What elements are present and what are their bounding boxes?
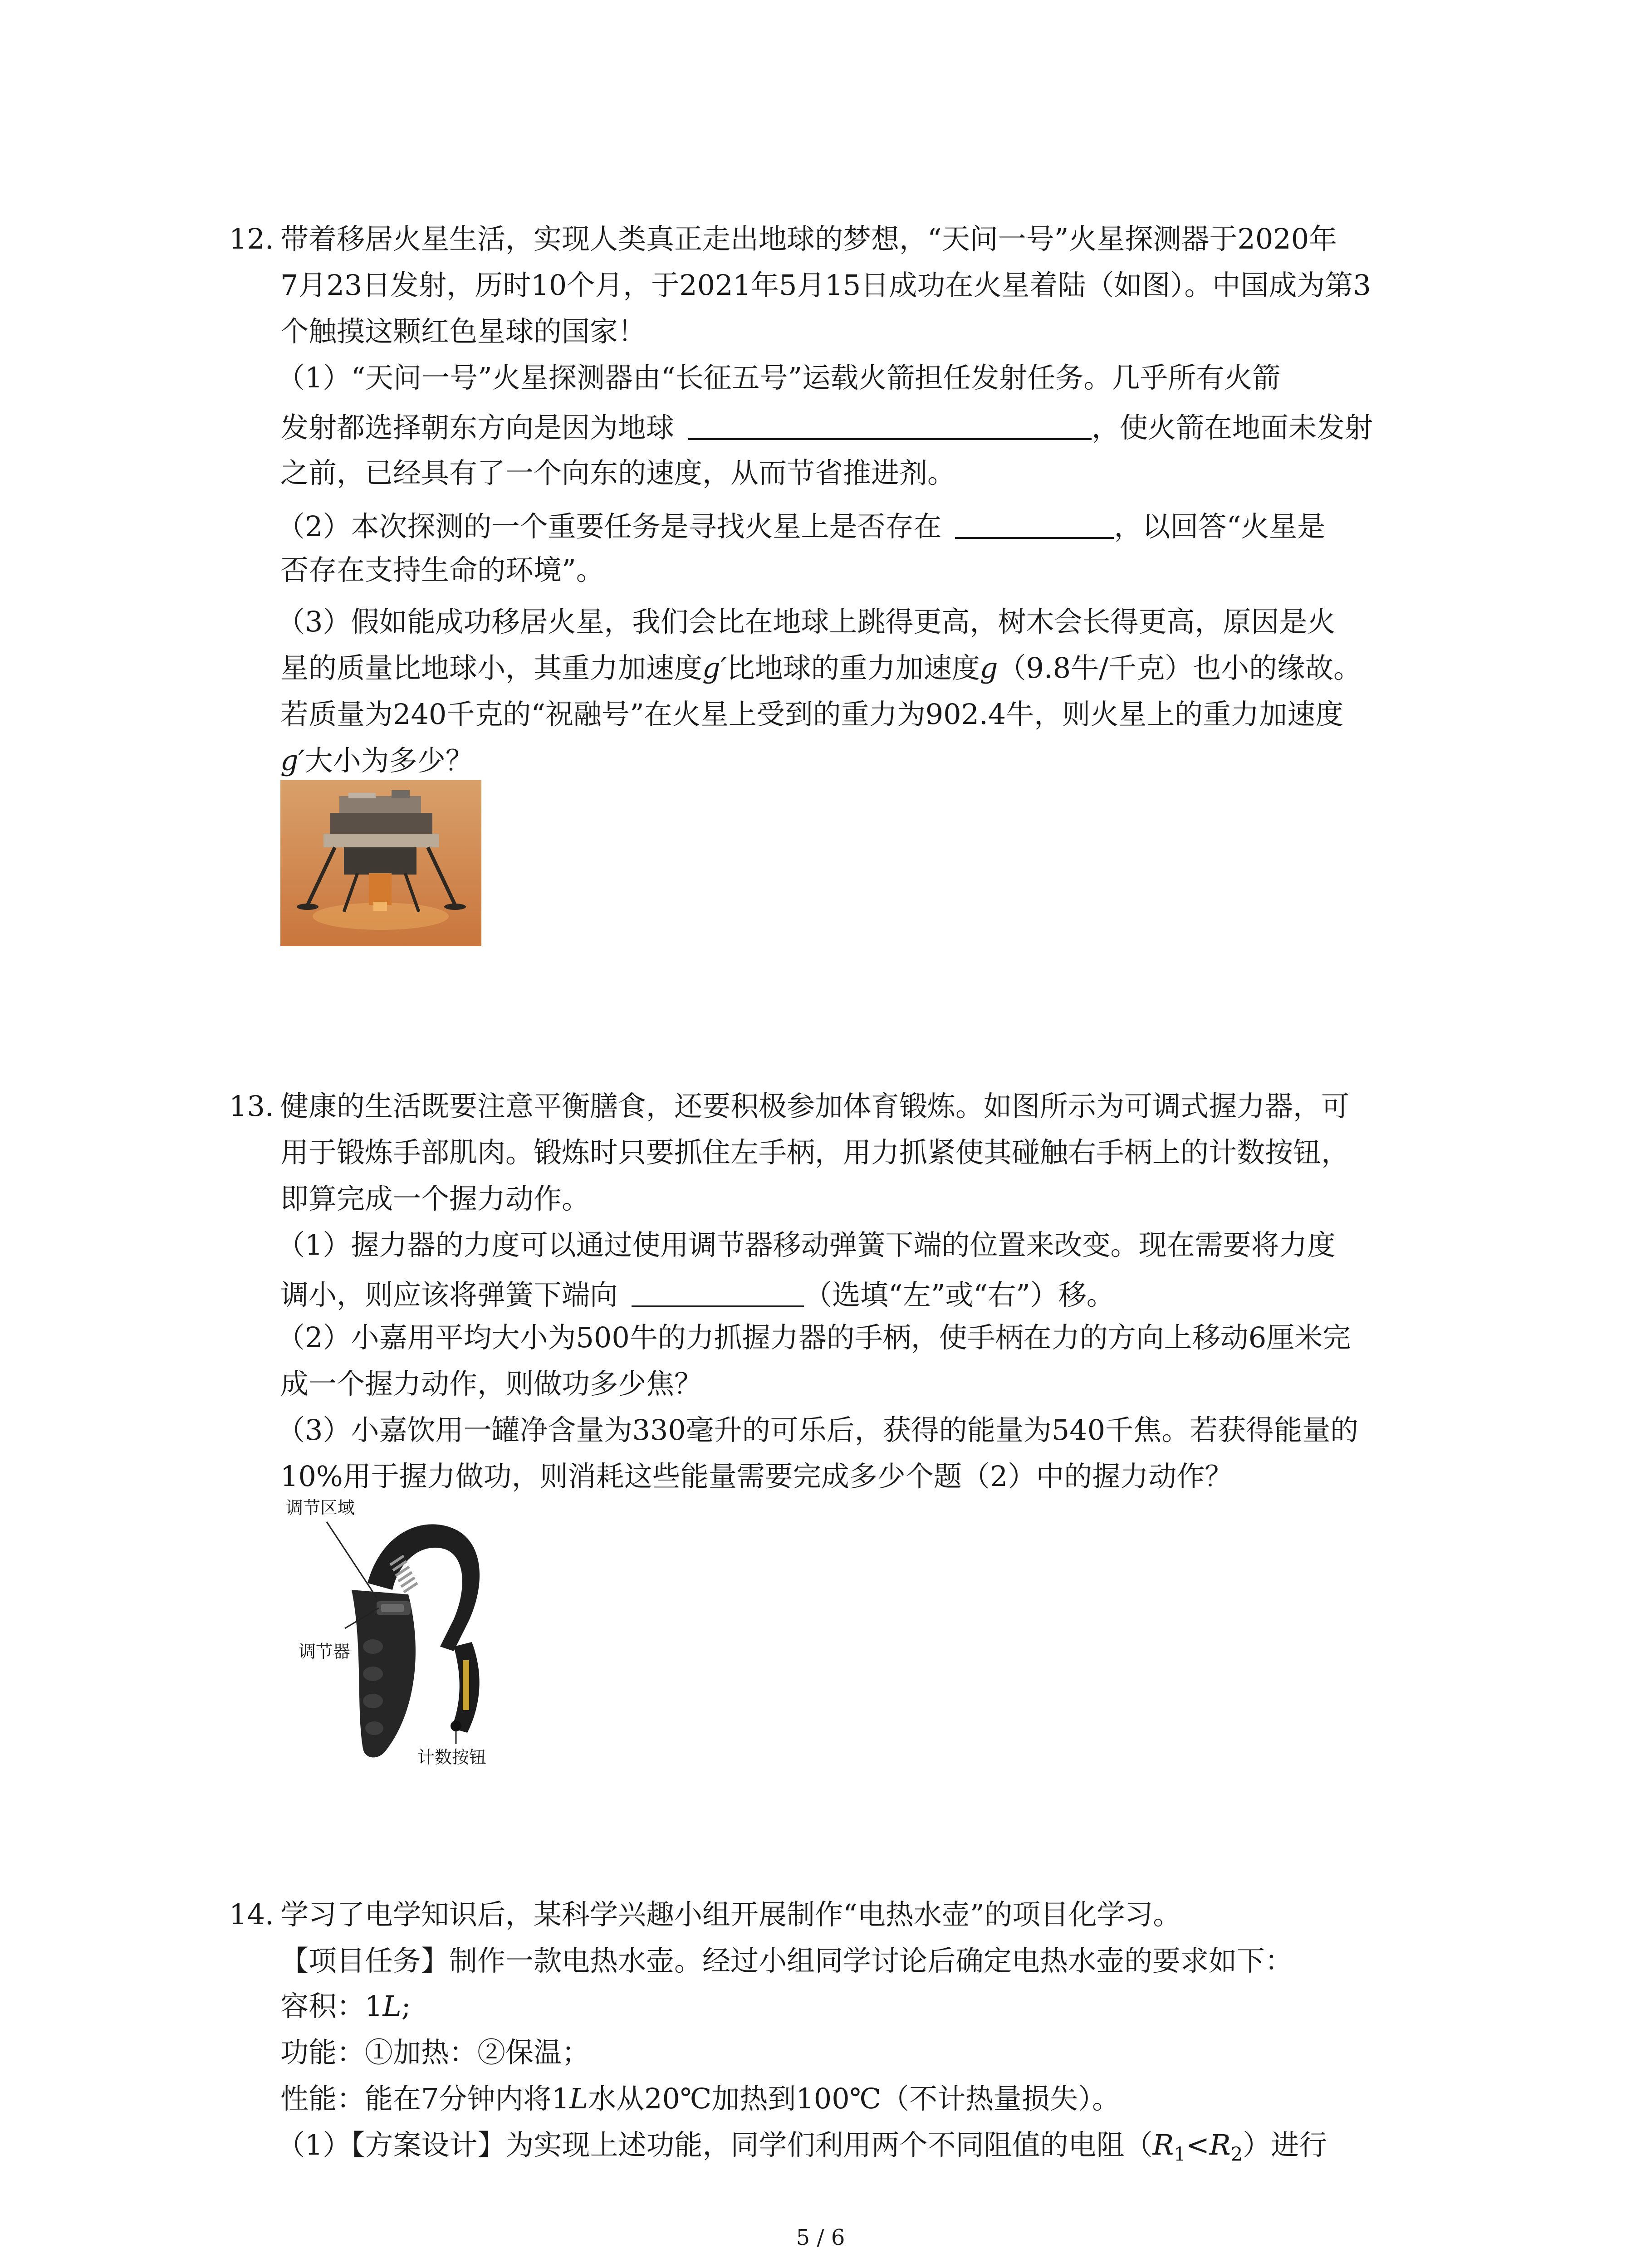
q13-line-1: 健康的生活既要注意平衡膳食，还要积极参加体育锻炼。如图所示为可调式握力器，可 bbox=[280, 1090, 1350, 1123]
q12-part3-text-a: 星的质量比地球小，其重力加速度 bbox=[280, 651, 703, 684]
page-number: 5 / 6 bbox=[796, 2225, 845, 2250]
q14-capacity-end: ; bbox=[401, 1989, 411, 2023]
q14-line-3 bbox=[280, 1989, 411, 2023]
q13-part1-text-b: （选填“左”或“右”）移。 bbox=[804, 1278, 1115, 1311]
q14-line-6 bbox=[277, 2128, 1327, 2165]
question-12-number: 12. bbox=[229, 222, 274, 255]
label-adjust-region: 调节区域 bbox=[286, 1498, 355, 1518]
symbol-R1: R bbox=[1152, 2128, 1174, 2161]
q14-performance-text-a: 性能：能在7分钟内将1 bbox=[280, 2082, 569, 2115]
q12-part2-text-a: （2）本次探测的一个重要任务是寻找火星上是否存在 bbox=[277, 510, 942, 543]
q12-line-2: 7月23日发射，历时10个月，于2021年5月15日成功在火星着陆（如图）。中国成为第3 bbox=[280, 269, 1371, 302]
question-13-number: 13. bbox=[229, 1090, 274, 1123]
symbol-g-prime: g′ bbox=[702, 651, 727, 684]
unit-L: L bbox=[569, 2082, 588, 2115]
q12-part2-answer-blank[interactable] bbox=[955, 510, 1114, 539]
symbol-g: g bbox=[980, 651, 998, 684]
label-counter-button: 计数按钮 bbox=[417, 1747, 487, 1767]
q12-part1-answer-blank[interactable] bbox=[688, 411, 1092, 440]
q12-part3-text-d: 大小为多少？ bbox=[304, 744, 474, 777]
q13-part2-line-2: 成一个握力动作，则做功多少焦？ bbox=[280, 1367, 703, 1400]
symbol-R2: R bbox=[1209, 2128, 1231, 2161]
mars-lander-image bbox=[280, 780, 481, 946]
q12-part3-line-3: 若质量为240千克的“祝融号”在火星上受到的重力为902.4牛，则火星上的重力加速度 bbox=[280, 698, 1344, 731]
q12-part1-line-1: （1）“天问一号”火星探测器由“长征五号”运载火箭担任发射任务。几乎所有火箭 bbox=[277, 361, 1281, 394]
symbol-g-prime: g′ bbox=[280, 744, 305, 777]
q12-part3-line-2 bbox=[280, 651, 1362, 684]
hand-gripper-image bbox=[272, 1497, 526, 1778]
q13-part1-line-1: （1）握力器的力度可以通过使用调节器移动弹簧下端的位置来改变。现在需要将力度 bbox=[277, 1228, 1336, 1261]
q13-part1-line-2 bbox=[280, 1278, 1115, 1309]
q14-line-4: 功能：①加热：②保温； bbox=[280, 2036, 590, 2069]
subscript-2: 2 bbox=[1230, 2143, 1243, 2165]
q12-part1-line-2 bbox=[280, 411, 1373, 442]
q14-line-1: 学习了电学知识后，某科学兴趣小组开展制作“电热水壶”的项目化学习。 bbox=[280, 1898, 1181, 1931]
q13-part3-line-2: 10%用于握力做功，则消耗这些能量需要完成多少个题（2）中的握力动作？ bbox=[280, 1460, 1233, 1493]
q12-part3-text-c: （9.8牛/千克）也小的缘故。 bbox=[998, 651, 1362, 684]
label-adjuster: 调节器 bbox=[299, 1642, 351, 1662]
q12-line-1: 带着移居火星生活，实现人类真正走出地球的梦想，“天问一号”火星探测器于2020年 bbox=[280, 222, 1337, 255]
q14-line-2: 【项目任务】制作一款电热水壶。经过小组同学讨论后确定电热水壶的要求如下： bbox=[280, 1944, 1293, 1977]
q13-line-2: 用于锻炼手部肌肉。锻炼时只要抓住左手柄，用力抓紧使其碰触右手柄上的计数按钮， bbox=[280, 1136, 1350, 1169]
q13-line-3: 即算完成一个握力动作。 bbox=[280, 1182, 590, 1215]
q12-part1-text-b: ，使火箭在地面未发射 bbox=[1092, 411, 1373, 444]
q12-part1-text-a: 发射都选择朝东方向是因为地球 bbox=[280, 411, 675, 444]
q14-design-text-a: （1）【方案设计】为实现上述功能，同学们利用两个不同阻值的电阻（ bbox=[277, 2128, 1153, 2161]
q12-part3-line-4 bbox=[280, 744, 474, 777]
unit-L: L bbox=[382, 1989, 402, 2023]
q13-part2-line-1: （2）小嘉用平均大小为500牛的力抓握力器的手柄，使手柄在力的方向上移动6厘米完 bbox=[277, 1321, 1351, 1354]
q12-part3-text-b: 比地球的重力加速度 bbox=[726, 651, 980, 684]
q14-design-text-b: ）进行 bbox=[1243, 2128, 1327, 2161]
q13-part3-line-1: （3）小嘉饮用一罐净含量为330毫升的可乐后，获得的能量为540千焦。若获得能量的 bbox=[277, 1413, 1359, 1447]
q12-part1-line-3: 之前，已经具有了一个向东的速度，从而节省推进剂。 bbox=[280, 456, 956, 489]
q14-capacity-text: 容积：1 bbox=[280, 1989, 383, 2023]
q12-part2-text-b: ，以回答“火星是 bbox=[1114, 510, 1326, 543]
q12-part3-line-1: （3）假如能成功移居火星，我们会比在地球上跳得更高，树木会长得更高，原因是火 bbox=[277, 605, 1336, 638]
question-14-number: 14. bbox=[229, 1898, 274, 1931]
q12-part2-line-2: 否存在支持生命的环境”。 bbox=[280, 553, 604, 587]
q14-performance-text-b: 水从20℃加热到100℃（不计热量损失）。 bbox=[588, 2082, 1121, 2115]
less-than-sign: < bbox=[1185, 2128, 1210, 2161]
hand-gripper-figure bbox=[272, 1497, 526, 1778]
q14-line-5 bbox=[280, 2082, 1121, 2115]
subscript-1: 1 bbox=[1174, 2143, 1186, 2165]
q12-line-3: 个触摸这颗红色星球的国家！ bbox=[280, 315, 647, 348]
q13-part1-answer-blank[interactable] bbox=[632, 1278, 804, 1307]
q12-part2-line-1 bbox=[277, 510, 1325, 541]
q13-part1-text-a: 调小，则应该将弹簧下端向 bbox=[280, 1278, 618, 1311]
